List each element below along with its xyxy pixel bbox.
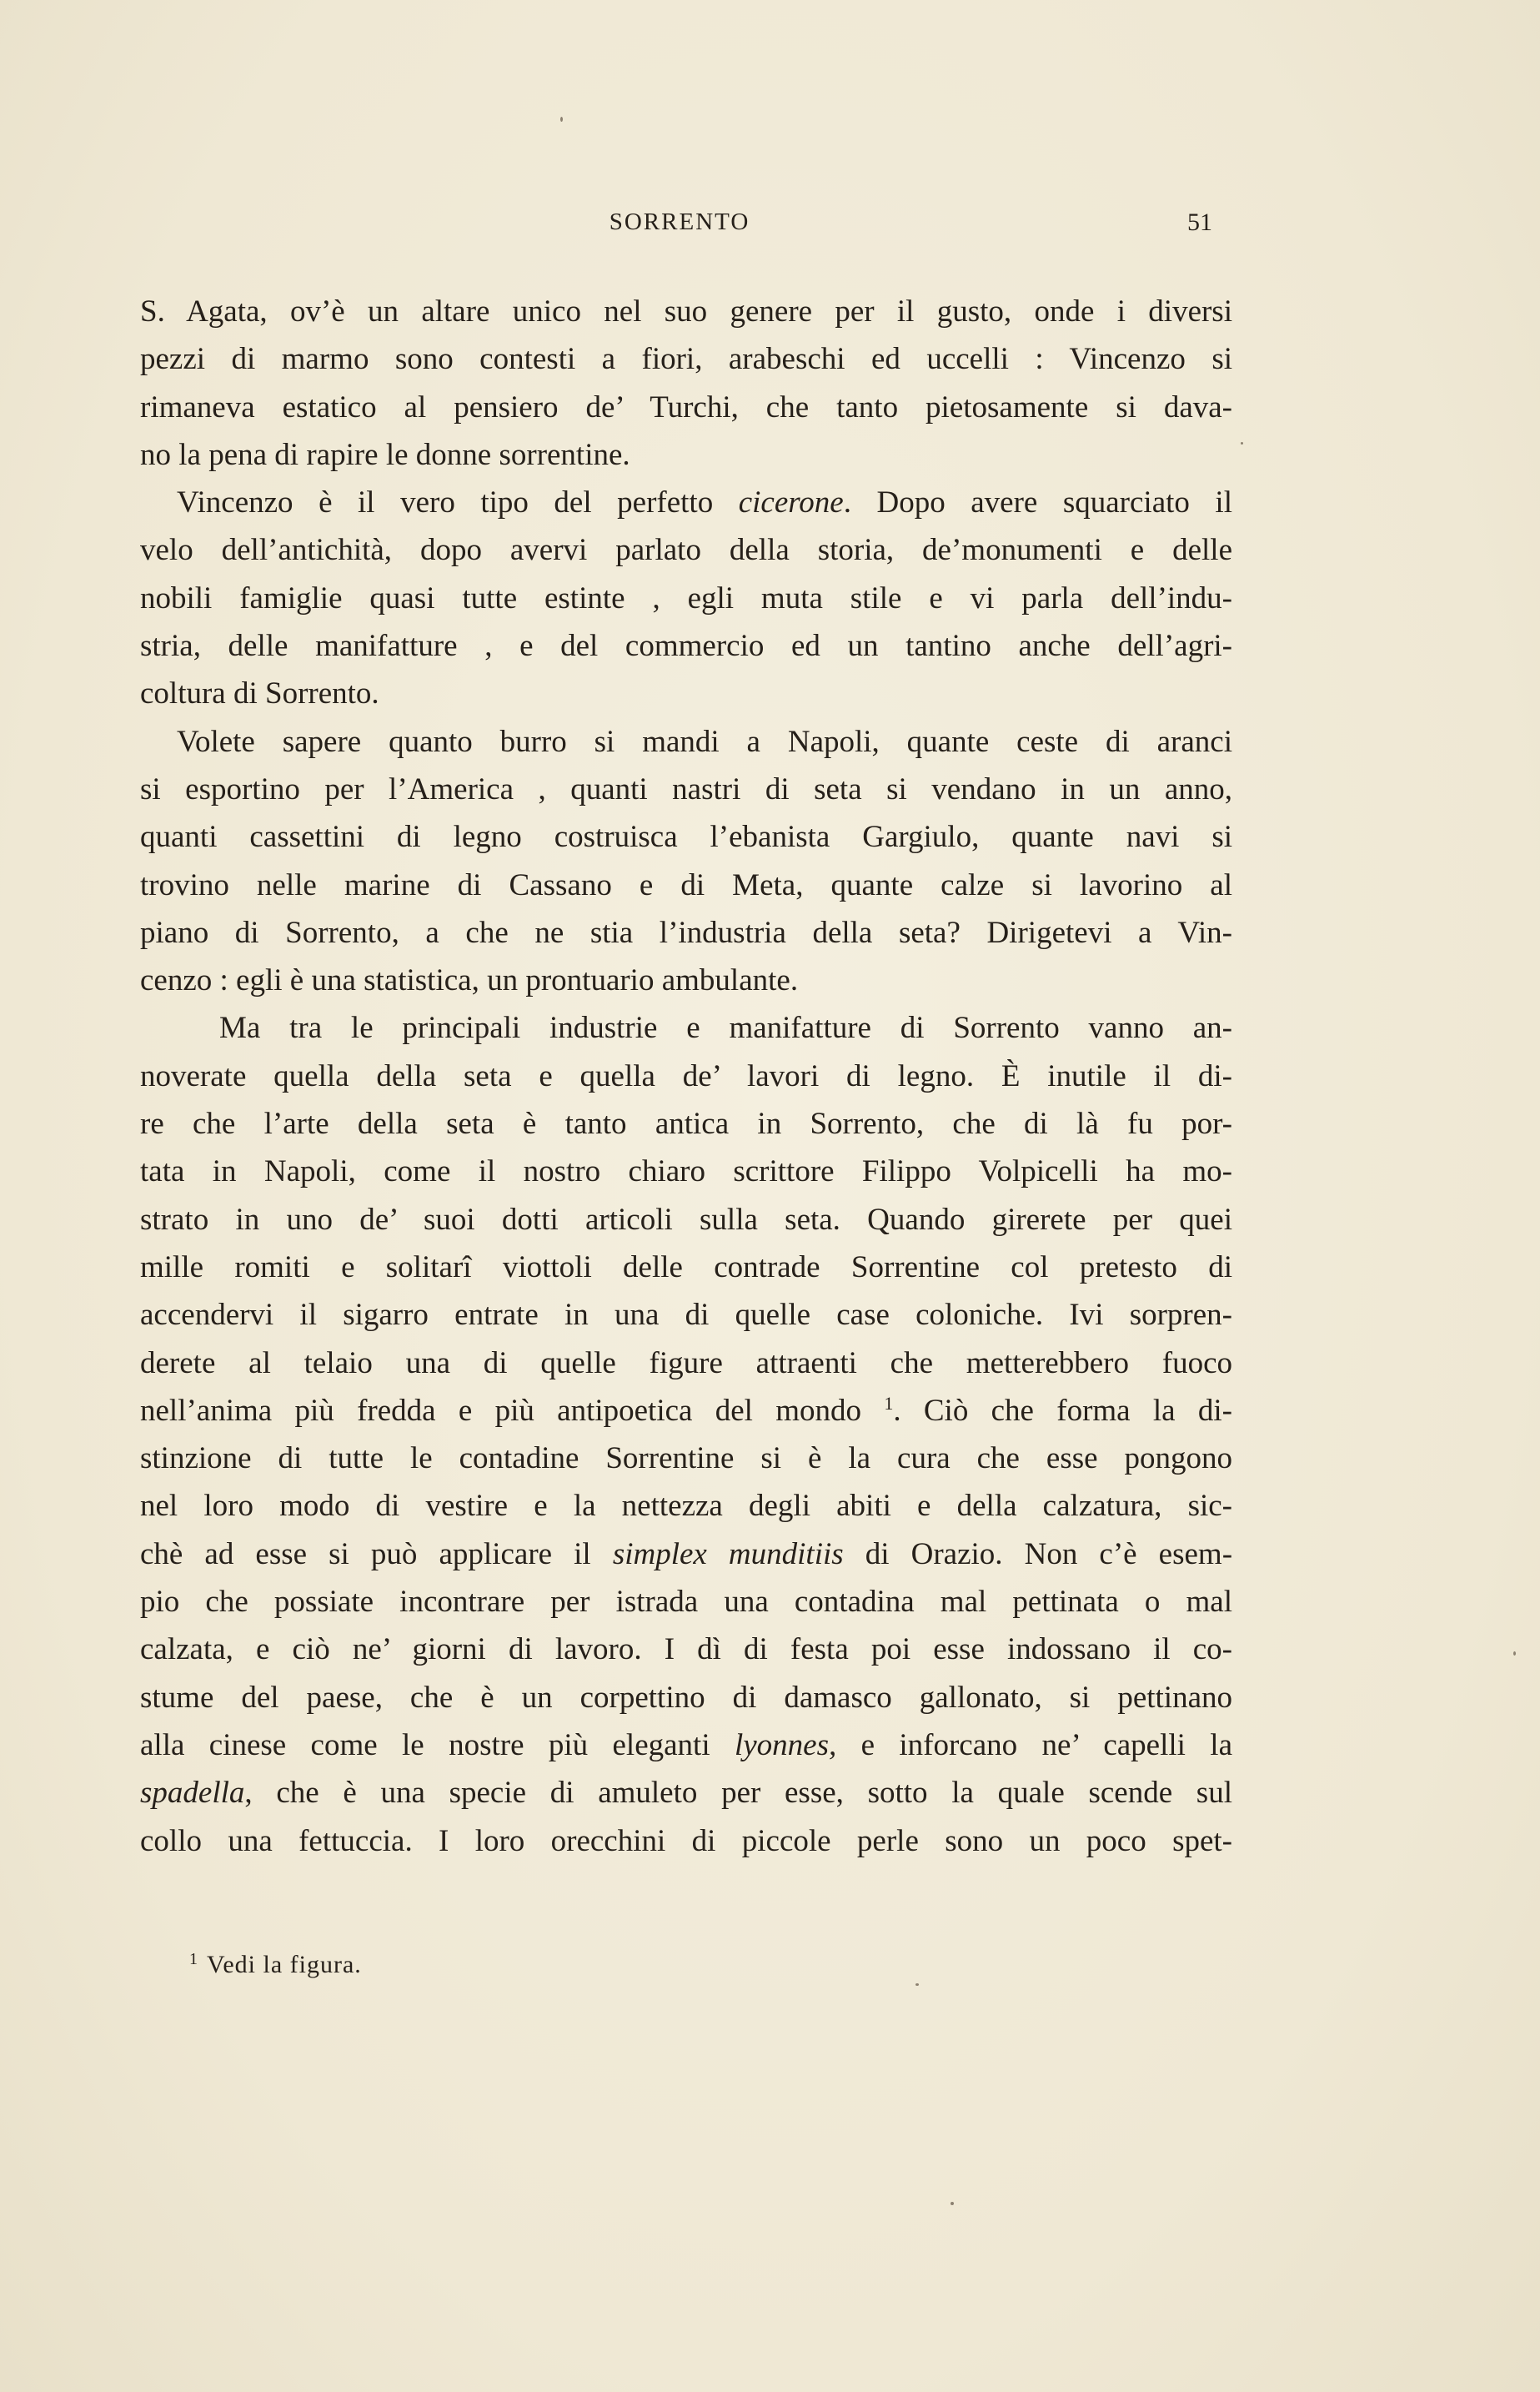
text-line xyxy=(140,1530,1232,1578)
paper-speck xyxy=(1241,442,1243,445)
text-line: Volete sapere quanto burro si mandi a Napoli, quante ceste di aranci xyxy=(177,724,1232,759)
text-line: velo dell’antichità, dopo avervi parlato della storia, de’monumenti e delle xyxy=(140,533,1232,568)
text-run: e inforcano ne’ capelli la xyxy=(836,1727,1232,1762)
text-run: alla cinese come le nostre più eleganti xyxy=(140,1727,735,1762)
text-line xyxy=(140,1387,1232,1435)
text-line: stinzione di tutte le contadine Sorrentine si è la cura che esse pongono xyxy=(140,1441,1232,1476)
text-run: Vincenzo è il vero tipo del perfetto xyxy=(177,485,739,520)
text-line xyxy=(140,1769,1232,1817)
text-line: trovino nelle marine di Cassano e di Meta, quante calze si lavorino al xyxy=(140,867,1232,902)
text-line: derete al telaio una di quelle figure attraenti che metterebbero fuoco xyxy=(140,1345,1232,1380)
page-number: 51 xyxy=(1187,209,1212,236)
text-line: pio che possiate incontrare per istrada una contadina mal pettinata o mal xyxy=(140,1585,1232,1620)
text-line: nel loro modo di vestire e la nettezza degli abiti e della calzatura, sic- xyxy=(140,1489,1232,1524)
text-line: calzata, e ciò ne’ giorni di lavoro. I dì di festa poi esse indossano il co- xyxy=(140,1632,1232,1667)
footnote-reference[interactable]: 1 xyxy=(884,1392,894,1414)
text-line: stume del paese, che è un corpettino di damasco gallonato, si pettinano xyxy=(140,1680,1232,1715)
text-line: S. Agata, ov’è un altare unico nel suo genere per il gusto, onde i diversi xyxy=(140,294,1232,329)
italic-term: spadella xyxy=(140,1776,245,1811)
text-line xyxy=(140,1721,1232,1769)
text-line: si esportino per l’America , quanti nastri di seta si vendano in un anno, xyxy=(140,771,1232,807)
running-head xyxy=(147,209,1212,242)
text-line: pezzi di marmo sono contesti a fiori, arabeschi ed uccelli : Vincenzo si xyxy=(140,342,1232,377)
paper-speck xyxy=(951,2202,954,2205)
text-line: cenzo : egli è una statistica, un prontuario ambulante. xyxy=(140,963,799,998)
text-run: . Ciò che forma la di- xyxy=(893,1393,1232,1428)
text-line xyxy=(140,479,1232,526)
text-line: mille romiti e solitarî viottoli delle contrade Sorrentine col pretesto di xyxy=(140,1249,1232,1284)
text-line: piano di Sorrento, a che ne stia l’industria della seta? Dirigetevi a Vin- xyxy=(140,915,1232,950)
text-line: nobili famiglie quasi tutte estinte , egli muta stile e vi parla dell’indu- xyxy=(140,580,1232,616)
footnote xyxy=(189,1950,362,1979)
text-run: chè ad esse si può applicare il xyxy=(140,1536,613,1571)
body-text xyxy=(140,288,1232,1865)
paper-speck xyxy=(560,117,563,122)
text-line: rimaneva estatico al pensiero de’ Turchi, che tanto pietosamente si dava- xyxy=(140,389,1232,425)
text-run: . Dopo avere squarciato il xyxy=(843,485,1232,520)
text-line: tata in Napoli, come il nostro chiaro scrittore Filippo Volpicelli ha mo- xyxy=(140,1154,1232,1189)
text-line: stria, delle manifatture , e del commercio ed un tantino anche dell’agri- xyxy=(140,629,1232,664)
italic-term: lyonnes, xyxy=(734,1727,837,1762)
text-line: noverate quella della seta e quella de’ lavori di legno. È inutile il di- xyxy=(140,1058,1232,1093)
text-run: , che è una specie di amuleto per esse, sotto la quale scende sul xyxy=(244,1776,1232,1811)
text-line: re che l’arte della seta è tanto antica in Sorrento, che di là fu por- xyxy=(140,1107,1232,1142)
text-line: coltura di Sorrento. xyxy=(140,676,379,711)
paper-speck xyxy=(915,1983,919,1986)
italic-term: cicerone xyxy=(738,485,844,520)
text-line: quanti cassettini di legno costruisca l’ebanista Gargiulo, quante navi si xyxy=(140,820,1232,855)
footnote-text: Vedi la figura. xyxy=(207,1951,362,1978)
text-line: Ma tra le principali industrie e manifatture di Sorrento vanno an- xyxy=(219,1011,1232,1046)
text-line: collo una fettuccia. I loro orecchini di piccole perle sono un poco spet- xyxy=(140,1823,1232,1858)
paper-speck xyxy=(1513,1651,1516,1656)
text-run: nell’anima più fredda e più antipoetica del mondo xyxy=(140,1393,885,1428)
running-title: SORRENTO xyxy=(609,209,750,235)
text-run: di Orazio. Non c’è esem- xyxy=(843,1536,1232,1571)
text-line: accendervi il sigarro entrate in una di quelle case coloniche. Ivi sorpren- xyxy=(140,1298,1232,1333)
footnote-mark: 1 xyxy=(189,1950,198,1968)
text-line: no la pena di rapire le donne sorrentine. xyxy=(140,437,630,472)
text-line: strato in uno de’ suoi dotti articoli sulla seta. Quando girerete per quei xyxy=(140,1202,1232,1237)
italic-term: simplex munditiis xyxy=(612,1536,844,1571)
